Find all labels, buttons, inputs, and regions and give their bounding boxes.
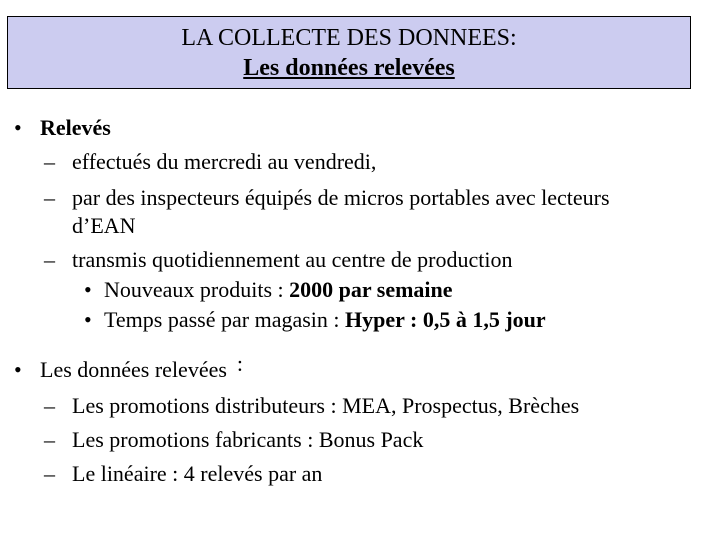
bullet-colon: : (236, 351, 244, 376)
dash-icon: – (44, 393, 55, 418)
dash-icon: – (44, 427, 55, 452)
dash-icon: – (44, 149, 55, 174)
list-item: transmis quotidiennement au centre de production (72, 247, 513, 272)
list-item: effectués du mercredi au vendredi, (72, 149, 377, 174)
dash-icon: – (44, 461, 55, 486)
sub-item-value: 2000 par semaine (289, 277, 453, 302)
bullet-icon: • (14, 357, 22, 382)
sub-item-label: Temps passé par magasin : (104, 307, 346, 332)
list-item: Les promotions distributeurs : MEA, Prospectus, Brèches (72, 393, 580, 418)
sub-list-item (104, 308, 546, 332)
bullet-données (40, 351, 244, 382)
sub-list-item (104, 278, 453, 302)
list-item: Le linéaire : 4 relevés par an (72, 461, 323, 486)
sub-item-label: Nouveaux produits : (104, 277, 290, 302)
bullet-icon: • (84, 277, 92, 302)
dash-icon: – (44, 247, 55, 272)
sub-item-value: Hyper : 0,5 à 1,5 jour (345, 307, 546, 332)
list-item: par des inspecteurs équipés de micros portables avec lecteurs (72, 185, 610, 210)
bullet-label: Les données relevées (40, 357, 227, 382)
bullet-relevés: Relevés (40, 115, 111, 140)
slide-subtitle: Les données relevées (243, 55, 455, 81)
bullet-icon: • (84, 307, 92, 332)
dash-icon: – (44, 185, 55, 210)
list-item-continuation: d’EAN (72, 213, 136, 238)
bullet-icon: • (14, 115, 22, 140)
list-item: Les promotions fabricants : Bonus Pack (72, 427, 424, 452)
slide-title: LA COLLECTE DES DONNEES: (181, 25, 517, 51)
